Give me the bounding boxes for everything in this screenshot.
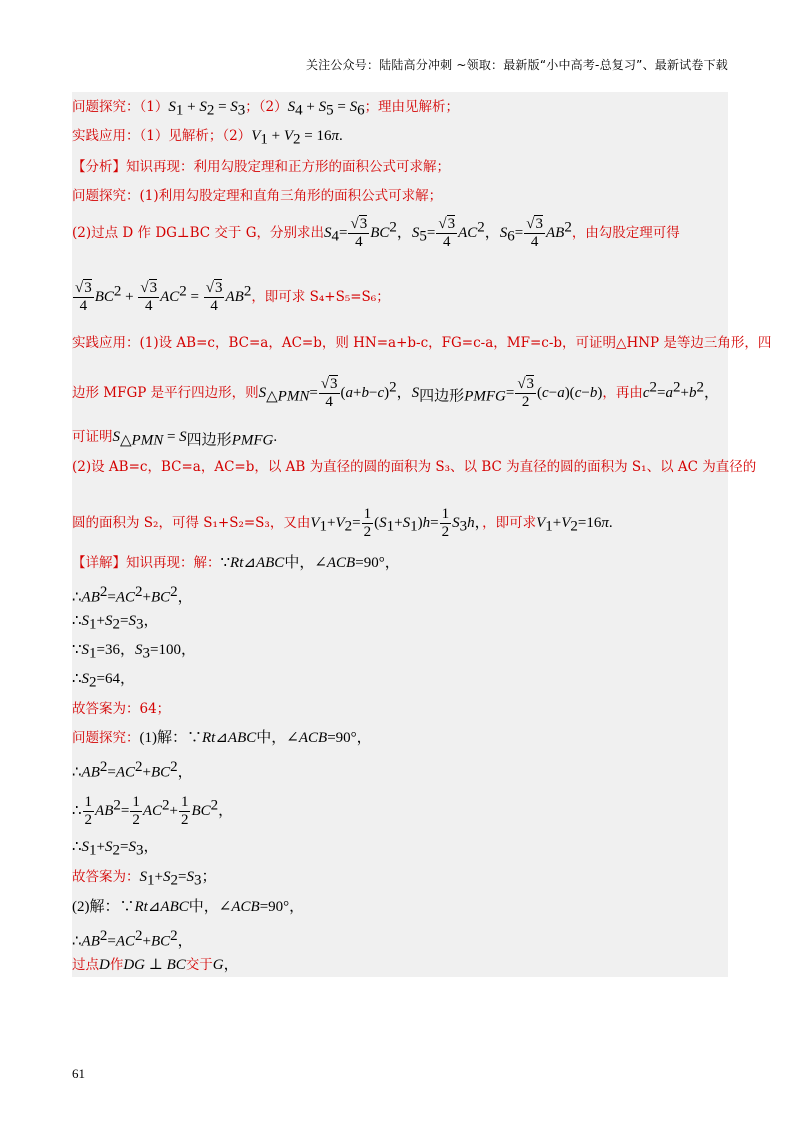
detail-line-11: $\therefore AB^2=AC^2+BC^2$， [72,928,193,950]
analysis-line-6: 可证明$S_{\triangle PMN} = S_{四边形PMFG}$. [72,429,278,449]
analysis-line-3: $\frac{√3}{4}$ $BC^2$ + $\frac{√3}{4}$ $AC^2$ = $\frac{√3}{4}$ $AB^2$，即可求 S₄+S₅=S₆； [75,280,390,314]
detail-line-9: $\therefore S_1+S_2=S_3$， [72,839,159,859]
answer-line-2: 实践应用：（1）见解析；$(2)V_1 + V_2 = 16\pi$. [72,128,343,148]
detail-line-7: $\therefore AB^2=AC^2+BC^2$， [72,759,193,781]
solution-content [72,92,772,977]
detail-line-6: 问题探究：(1)解：∵Rt⊿ABC中，∠ACB=90°， [72,730,372,746]
analysis-line-1: 问题探究：(1)利用勾股定理和直角三角形的面积公式可求解； [72,188,443,204]
detail-answer-1: 故答案为：64； [72,701,171,717]
detail-line-2: $\therefore AB^2=AC^2+BC^2$， [72,584,193,606]
detail-line-5: $\therefore S_2=64$， [72,671,136,691]
detail-answer-2: 故答案为：$S_1+S_2=S_3$； [72,869,217,889]
detail-line-4: $\because S_1=36$，$S_3=100$， [72,642,196,662]
answer-line-1: 问题探究：$(1)S_1 + S_2 = S_3$；$(2)S_4 + S_5 = S_6$；理由见解析； [72,99,460,119]
detail-line-3: $\therefore S_1+S_2=S_3$， [72,613,159,633]
detail-line-10: (2)解：∵Rt⊿ABC中，∠ACB=90°， [72,899,305,915]
detail-line-1: 【详解】知识再现：解：∵Rt⊿ABC中，∠ACB=90°， [72,555,400,571]
analysis-line-8: 圆的面积为 S₂，可得 S₁+S₂=S₃，又由$V_1+V_2=$ $\frac{1}{2}$ $(S_1+S_1)h=$ $\frac{1}{2}$ $S_3h$，，即可求$V_1+V_2=16\pi$. [72,506,613,540]
detail-line-8: ∴ $\frac{1}{2}$ $AB^2=$ $\frac{1}{2}$ $AC^2+$ $\frac{1}{2}$ $BC^2$， [72,794,234,828]
detail-line-12: 过点D作DG ⊥ BC交于G， [72,957,239,973]
analysis-line-7: (2)设 AB=c，BC=a，AC=b，以 AB 为直径的圆的面积为 S₃、以 BC 为直径的圆的面积为 S₁、以 AC 为直径的 [72,459,757,475]
analysis-line-5: 边形 MFGP 是平行四边形，则$S_{\triangle PMN}=$ $\frac{√3}{4}$ $(a+b-c)^2$，$S_{四边形PMFG}=$ $\frac{√3}{2}$ (c−a)(c−b)，再由$c^2=a^2+b^2$， [72,376,719,410]
analysis-line-4: 实践应用：(1)设 AB=c，BC=a，AC=b，则 HN=a+b-c，FG=c-a，MF=c-b，可证明△HNP 是等边三角形，四 [72,335,772,351]
page-number: 61 [72,1066,85,1081]
page-header: 关注公众号：陆陆高分冲刺 ~领取：最新版“小中高考-总复习”、最新试卷下载 [305,58,728,72]
analysis-line-2: (2)过点 D 作 DG⊥BC 交于 G，分别求出$S_4=$ $\frac{√3}{4}$ $BC^2$，$S_5=$ $\frac{√3}{4}$ $AC^2$，$S_6=$ $\frac{√3}{4}$ $AB^2$，由勾股定理可得 [72,216,680,250]
analysis-heading: 【分析】知识再现：利用勾股定理和正方形的面积公式可求解； [72,159,450,175]
